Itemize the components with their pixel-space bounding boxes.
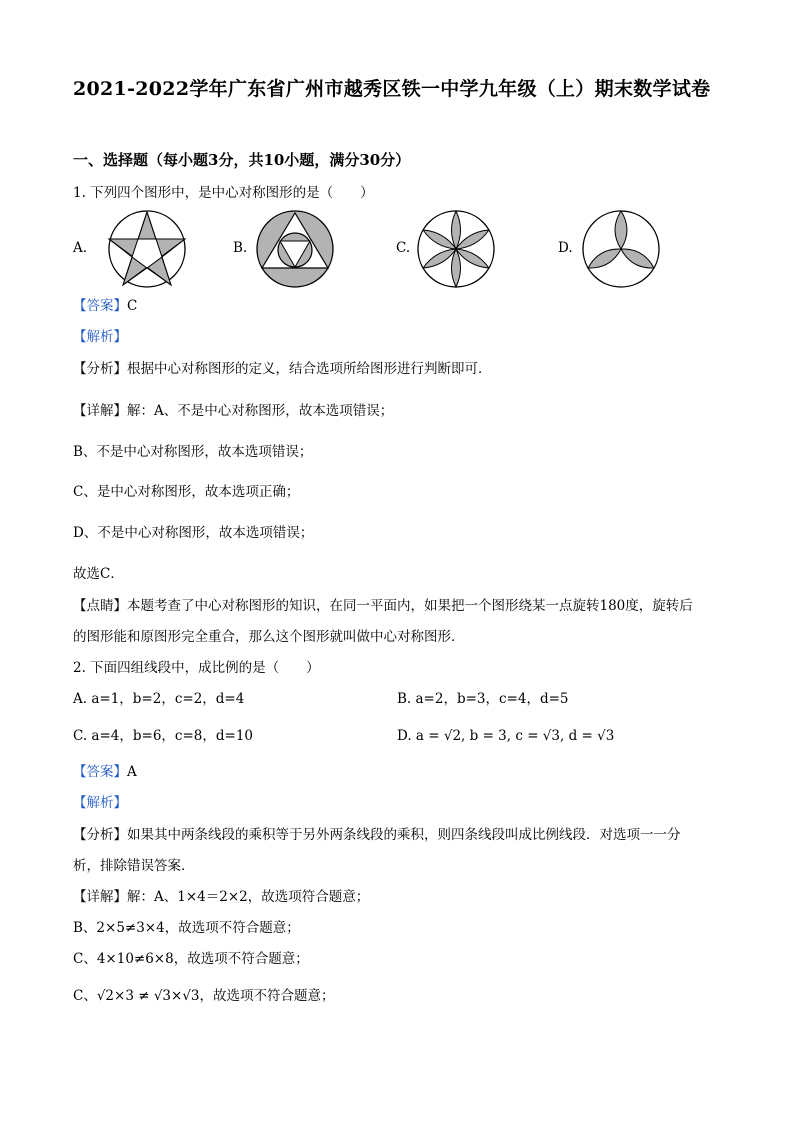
q2-fenxi-text1: 如果其中两条线段的乘积等于另外两条线段的乘积，则四条线段叫成比例线段．对选项一一分 — [127, 827, 681, 843]
q1-line-b: B、不是中心对称图形，故本选项错误； — [73, 444, 313, 460]
q1-answer-value: C — [127, 298, 138, 314]
q1-option-c-label: C. — [396, 240, 411, 256]
star-in-circle-figure — [93, 208, 201, 290]
xiangjie-tag: 【详解】 — [73, 889, 127, 905]
q2-answer-line — [73, 763, 137, 781]
fenxi-tag: 【分析】 — [73, 827, 127, 843]
q1-answer-line — [73, 297, 137, 315]
analysis-tag: 【解析】 — [73, 329, 127, 345]
xiangjie-tag: 【详解】 — [73, 403, 127, 419]
q1-fenxi-text: 根据中心对称图形的定义，结合选项所给图形进行判断即可． — [127, 361, 492, 377]
triangle-in-circle-figure — [252, 208, 338, 290]
q2-answer-value: A — [127, 764, 137, 780]
q1-dianjing-line1 — [73, 597, 693, 615]
q1-conclusion: 故选C． — [73, 566, 124, 582]
q2-option-d: D. a = √2, b = 3, c = √3, d = √3 — [397, 728, 615, 744]
q2-fenxi-line1 — [73, 826, 681, 844]
six-petal-flower-figure — [413, 208, 499, 290]
q2-line-c: C、4×10≠6×8，故选项不符合题意； — [73, 951, 309, 967]
q2-option-a: A. a=1，b=2，c=2，d=4 — [73, 691, 245, 707]
q1-option-d-label: D. — [558, 240, 573, 256]
section-heading: 一、选择题（每小题3分，共10小题，满分30分） — [73, 151, 411, 169]
q2-xiangjie-line — [73, 888, 369, 906]
q1-stem: 1. 下列四个图形中，是中心对称图形的是（ ） — [73, 185, 374, 201]
answer-tag: 【答案】 — [73, 298, 127, 314]
q1-option-a-label: A. — [73, 240, 88, 256]
three-petal-figure — [578, 208, 664, 290]
q1-option-b-label: B. — [233, 240, 248, 256]
page-title: 2021-2022学年广东省广州市越秀区铁一中学九年级（上）期末数学试卷 — [73, 78, 711, 100]
q2-option-b: B. a=2，b=3，c=4，d=5 — [397, 691, 569, 707]
q2-option-c: C. a=4，b=6，c=8，d=10 — [73, 728, 254, 744]
q1-fenxi-line — [73, 360, 492, 378]
q1-dianjing-text1: 本题考查了中心对称图形的知识，在同一平面内，如果把一个图形绕某一点旋转180度，旋转后 — [127, 598, 693, 614]
q2-fenxi-line2: 析，排除错误答案． — [73, 858, 195, 874]
q2-xiangjie-text: 解：A、1×4＝2×2，故选项符合题意； — [127, 889, 370, 905]
fenxi-tag: 【分析】 — [73, 361, 127, 377]
q1-analysis-tag — [73, 328, 127, 346]
q2-stem: 2. 下面四组线段中，成比例的是（ ） — [73, 660, 320, 676]
q1-line-d: D、不是中心对称图形，故本选项错误； — [73, 525, 314, 541]
q2-analysis-tag — [73, 794, 127, 812]
q2-line-b: B、2×5≠3×4，故选项不符合题意； — [73, 920, 300, 936]
answer-tag: 【答案】 — [73, 764, 127, 780]
q1-line-c: C、是中心对称图形，故本选项正确； — [73, 484, 300, 500]
q1-xiangjie-line — [73, 402, 393, 420]
q1-dianjing-line2: 的图形能和原图形完全重合，那么这个图形就叫做中心对称图形． — [73, 629, 465, 645]
q2-line-d: C、√2×3 ≠ √3×√3，故选项不符合题意； — [73, 988, 335, 1004]
dianjing-tag: 【点睛】 — [73, 598, 127, 614]
analysis-tag: 【解析】 — [73, 795, 127, 811]
q1-xiangjie-text: 解：A、不是中心对称图形，故本选项错误； — [127, 403, 394, 419]
